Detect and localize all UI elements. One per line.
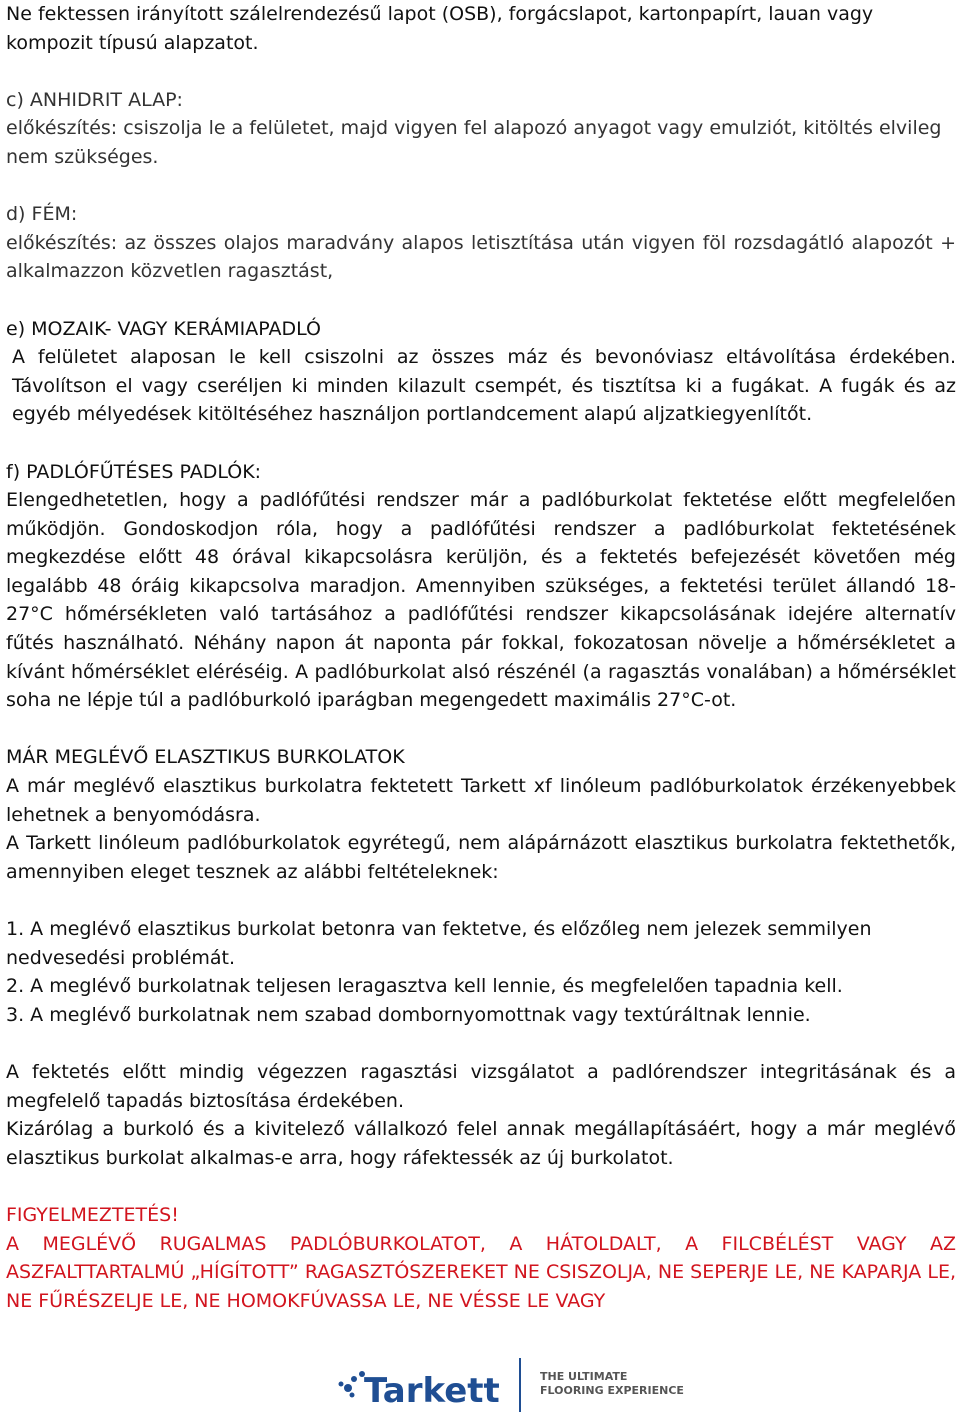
intro-paragraph: Ne fektessen irányított szálelrendezésű lapot (OSB), forgácslapot, kartonpapírt, lauan vagy kompozit típusú alapzatot. [6, 3, 874, 54]
warning-title: FIGYELMEZTETÉS! [6, 1203, 179, 1226]
section-d-title: d) FÉM: [6, 203, 78, 226]
section-f-body: Elengedhetetlen, hogy a padlófűtési rendszer már a padlóburkolat fektetése előtt megfelelően működjön. Gondoskodjon róla, hogy a padlófűtési rendszer a padlóburkolat fektetésének megkezdése előtt 48 órával kikapcsolásra kerüljön, és a fektetés befejezését követően még legalább 48 óráig kikapcsolva maradjon. Amennyiben szükséges, a fektetési terület állandó 18-27°C hőmérsékleten való tartásához a padlófűtési rendszer kikapcsolásának idejére alternatív fűtés használható. Néhány napon át naponta pár fokkal, fokozatosan növelje a hőmérsékletet a kívánt hőmérséklet eléréséig. A padlóburkolat alsó részénél (a ragasztás vonalában) a hőmérséklet soha ne lépje túl a padlóburkoló iparágban megengedett maximális 27°C-ot. [6, 489, 956, 712]
condition-item-1: 1. A meglévő elasztikus burkolat betonra van fektetve, és előzőleg nem jelezek semmilyen nedvesedési problémát. [6, 918, 872, 969]
existing-floors-body-1: A már meglévő elasztikus burkolatra fektetett Tarkett xf linóleum padlóburkolatok érzékenyebbek lehetnek a benyomódásra. [6, 775, 956, 826]
section-e-body: A felületet alaposan le kell csiszolni az összes máz és bevonóviasz eltávolítása érdekében. Távolítson el vagy cseréljen ki minden kilazult csempét, és tisztítsa ki a fugákat. A fugák és az egyéb mélyedések kitöltéséhez használjon portlandcement alapú aljzatkiegyenlítőt. [12, 346, 956, 426]
tarkett-footer-logo [328, 1352, 684, 1416]
condition-item-2: 2. A meglévő burkolatnak teljesen leragasztva kell lennie, és megfelelően tapadnia kell. [6, 975, 843, 998]
tarkett-swirl-icon [339, 1371, 366, 1398]
warning-body: A MEGLÉVŐ RUGALMAS PADLÓBURKOLATOT, A HÁTOLDALT, A FILCBÉLÉST VAGY AZ ASZFALTTARTALMÚ „HÍGÍTOTT” RAGASZTÓSZEREKET NE CSISZOLJA, NE SEPERJE LE, NE KAPARJA LE, NE FŰRÉSZELJE LE, NE HOMOKFÚVASSA LE, NE VÉSSE LE VAGY [6, 1232, 956, 1312]
section-c-body: előkészítés: csiszolja le a felületet, majd vigyen fel alapozó anyagot vagy emulziót, kitöltés elvileg nem szükséges. [6, 117, 942, 168]
condition-item-3: 3. A meglévő burkolatnak nem szabad dombornyomottnak vagy textúráltnak lennie. [6, 1003, 811, 1026]
tagline-line-2: FLOORING EXPERIENCE [540, 1384, 684, 1397]
responsibility-paragraph: Kizárólag a burkoló és a kivitelező vállalkozó felel annak megállapításáért, hogy a már meglévő elasztikus burkolat alkalmas-e arra, hogy ráfektessék az új burkolatot. [6, 1118, 956, 1169]
tagline-line-1: THE ULTIMATE [540, 1370, 628, 1383]
tarkett-wordmark: Tarkett [364, 1371, 500, 1411]
existing-floors-title: MÁR MEGLÉVŐ ELASZTIKUS BURKOLATOK [6, 746, 405, 769]
section-c-title: c) ANHIDRIT ALAP: [6, 88, 183, 111]
existing-floors-body-2: A Tarkett linóleum padlóburkolatok egyrétegű, nem alápárnázott elasztikus burkolatra fektethetők, amennyiben eleget tesznek az alábbi feltételeknek: [6, 832, 956, 883]
tarkett-logo [328, 1352, 684, 1416]
section-e-title: e) MOZAIK- VAGY KERÁMIAPADLÓ [6, 317, 321, 340]
section-d-body: előkészítés: az összes olajos maradvány alapos letisztítása után vigyen föl rozsdagátló alapozót + alkalmazzon közvetlen ragasztást, [6, 231, 956, 283]
section-f-title: f) PADLÓFŰTÉSES PADLÓK: [6, 460, 262, 483]
document-page [6, 0, 956, 1315]
adhesion-test-paragraph: A fektetés előtt mindig végezzen ragasztási vizsgálatot a padlórendszer integritásának és a megfelelő tapadás biztosítása érdekében. [6, 1060, 956, 1112]
